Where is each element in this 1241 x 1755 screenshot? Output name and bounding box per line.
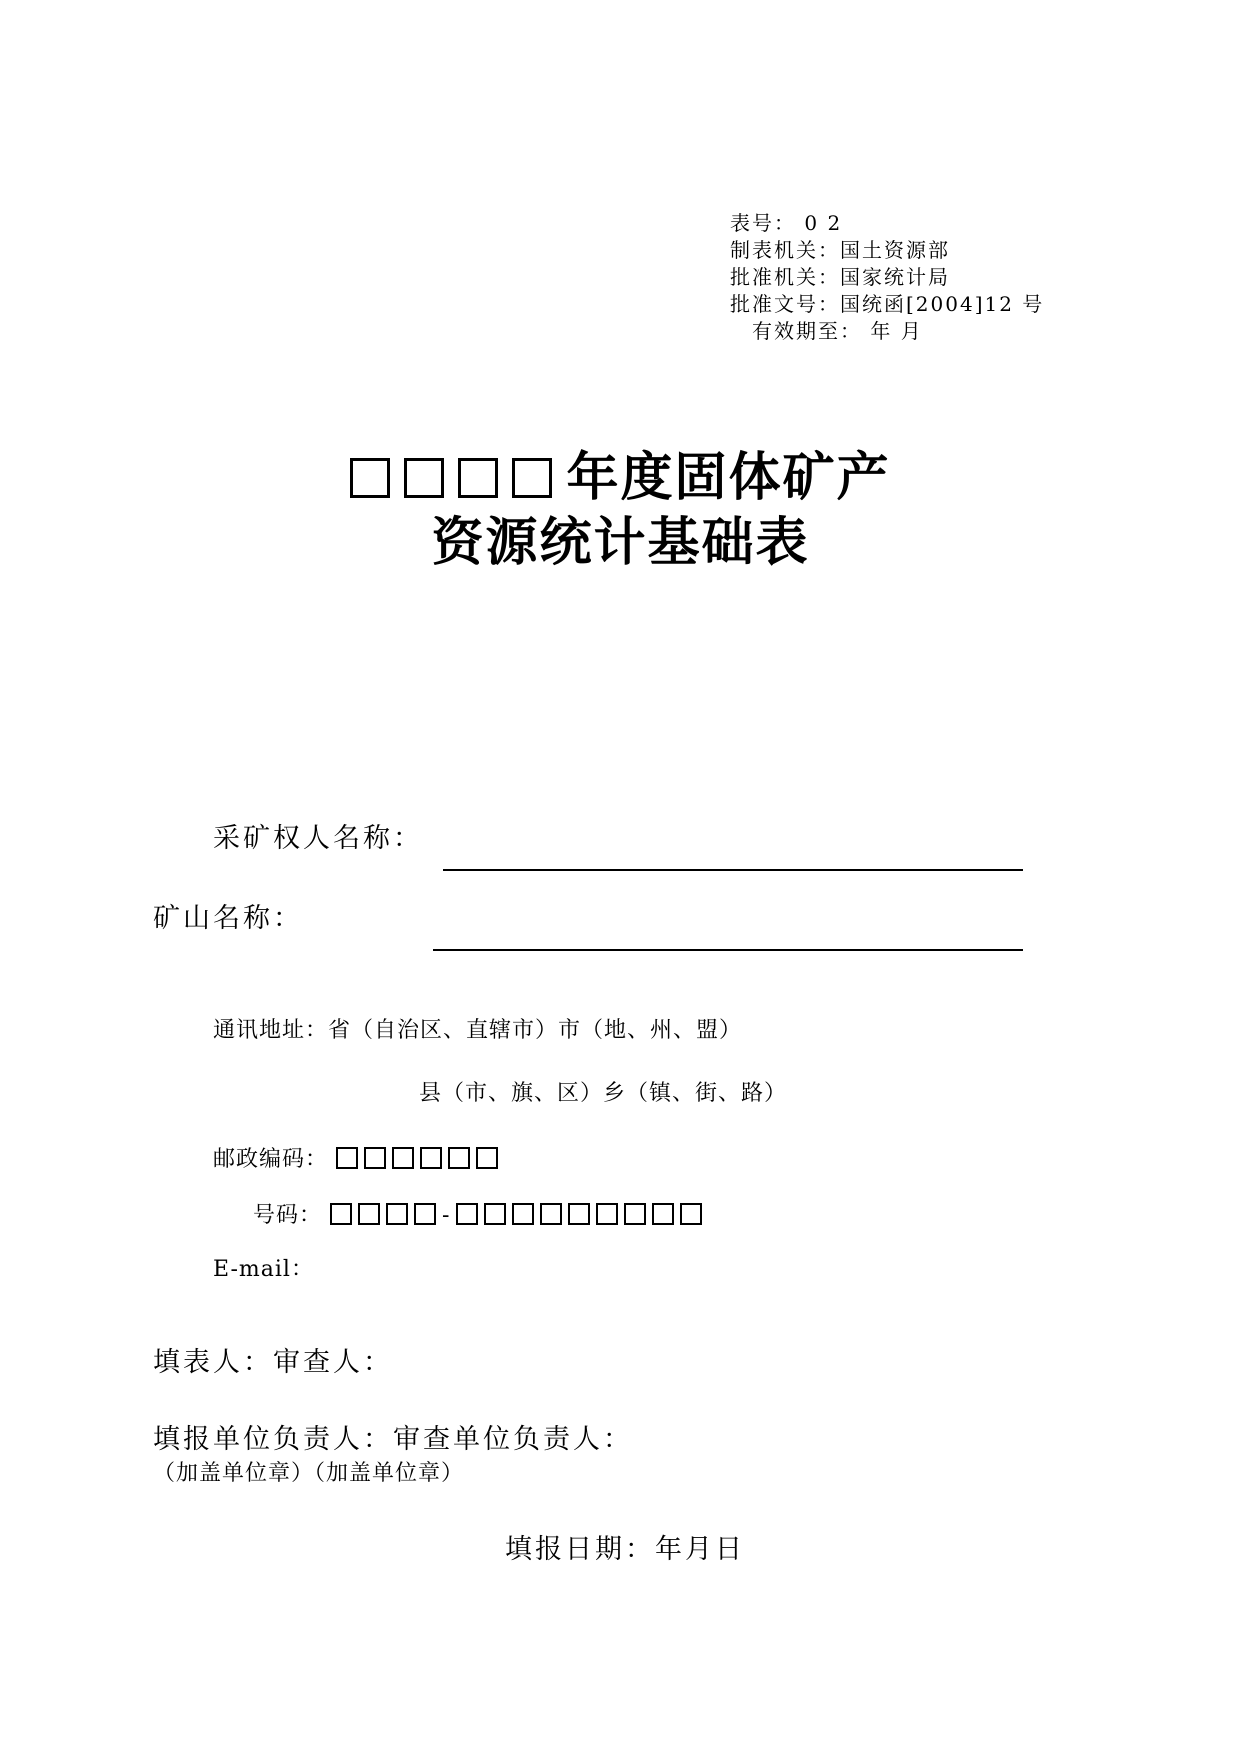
mining-right-holder-label: 采矿权人名称： [213, 823, 423, 854]
form-number: 表号： 0 2 [730, 211, 843, 235]
phone-label: 号码： [253, 1203, 323, 1228]
validity-period: 有效期至： 年 月 [752, 319, 923, 343]
unit-heads-label: 填报单位负责人：审查单位负责人： [153, 1424, 633, 1455]
address-line-1: 通讯地址：省（自治区、直辖市）市（地、州、盟） [213, 1018, 743, 1043]
postcode-digit-box[interactable] [420, 1147, 442, 1169]
postcode-digit-box[interactable] [476, 1147, 498, 1169]
year-digit-box [512, 458, 552, 498]
postcode-label: 邮政编码： [213, 1147, 329, 1172]
form-issuer: 制表机关：国土资源部 [730, 238, 950, 262]
year-digit-box [458, 458, 498, 498]
seal-note: （加盖单位章）（加盖单位章） [153, 1461, 465, 1486]
postcode-digit-box[interactable] [364, 1147, 386, 1169]
phone-digit-box[interactable] [596, 1203, 618, 1225]
phone-digit-box[interactable] [624, 1203, 646, 1225]
area-code-box[interactable] [386, 1203, 408, 1225]
title-suffix: 年度固体矿产 [566, 448, 891, 508]
email-label: E-mail： [213, 1257, 314, 1282]
filler-reviewer-label: 填表人：审查人： [153, 1347, 393, 1378]
phone-row [253, 1198, 708, 1229]
postcode-digit-box[interactable] [336, 1147, 358, 1169]
phone-digit-box[interactable] [484, 1203, 506, 1225]
phone-digit-box[interactable] [652, 1203, 674, 1225]
year-digit-box [350, 458, 390, 498]
year-digit-box [404, 458, 444, 498]
page-title-line-2: 资源统计基础表 [431, 513, 810, 573]
area-code-box[interactable] [414, 1203, 436, 1225]
address-line-2: 县（市、旗、区）乡（镇、街、路） [419, 1081, 788, 1106]
phone-digit-box[interactable] [568, 1203, 590, 1225]
phone-separator: - [442, 1203, 451, 1228]
area-code-box[interactable] [330, 1203, 352, 1225]
page-title-line-1 [0, 435, 1241, 510]
fill-date-label: 填报日期：年月日 [505, 1534, 745, 1565]
phone-digit-box[interactable] [512, 1203, 534, 1225]
mining-right-holder-line[interactable] [443, 869, 1023, 871]
phone-digit-box[interactable] [540, 1203, 562, 1225]
postcode-digit-box[interactable] [448, 1147, 470, 1169]
approval-document: 批准文号：国统函[2004]12 号 [730, 292, 1045, 316]
mine-name-label: 矿山名称： [153, 903, 303, 934]
phone-digit-box[interactable] [680, 1203, 702, 1225]
form-approver: 批准机关：国家统计局 [730, 265, 950, 289]
mine-name-line[interactable] [433, 949, 1023, 951]
postcode-digit-box[interactable] [392, 1147, 414, 1169]
area-code-box[interactable] [358, 1203, 380, 1225]
postcode-row [213, 1142, 504, 1173]
phone-digit-box[interactable] [456, 1203, 478, 1225]
